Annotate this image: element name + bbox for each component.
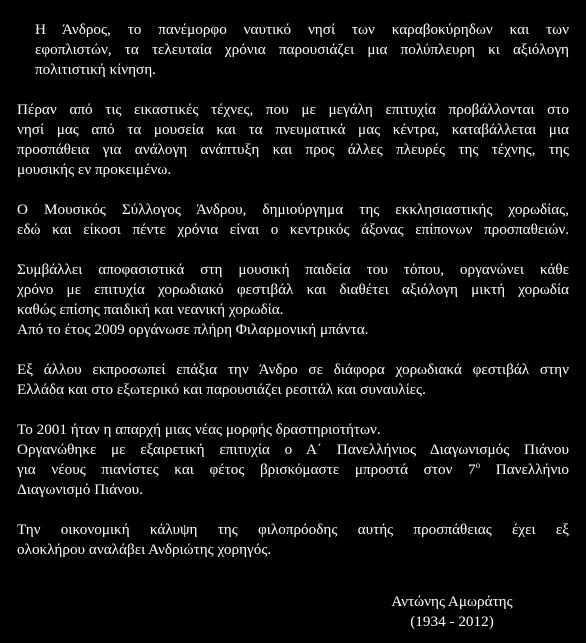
paragraph-arts bbox=[17, 100, 569, 180]
paragraph-festivals bbox=[17, 360, 569, 400]
text-fragment: για νέους πιανίστες και φέτος βρισκόμαστε μπροστά στον 7 bbox=[17, 461, 476, 478]
text-line: προσπάθεια για ανάλογη ανάπτυξη και προς άλλες πλευρές της τέχνης, της bbox=[17, 141, 569, 158]
text-line: Συμβάλλει αποφασιστικά στη μουσική παιδεία του τόπου, οργανώνει κάθε bbox=[17, 261, 569, 278]
text-line: νησί μας από τα μουσεία και τα πνευματικά μας κέντρα, καταβάλλεται μια bbox=[17, 121, 569, 138]
text-fragment: Πανελλήνιο bbox=[480, 461, 569, 478]
signature-name: Αντώνης Αμωράτης bbox=[391, 593, 513, 610]
paragraph-education bbox=[17, 260, 569, 340]
text-line: Το 2001 ήταν η απαρχή μιας νέας μορφής δραστηριοτήτων. bbox=[17, 421, 381, 438]
paragraph-sponsor bbox=[17, 520, 569, 560]
text-line: Ο Μουσικός Σύλλογος Άνδρου, δημιούργημα της εκκλησιαστικής χορωδίας, bbox=[17, 201, 569, 218]
ordinal-superscript: ο bbox=[475, 460, 481, 470]
text-line: Την οικονομική κάλυψη της φιλοπρόοδης αυτής προσπάθειας έχει εξ bbox=[17, 521, 569, 538]
paragraph-piano-competition bbox=[17, 420, 569, 500]
text-line: μουσικής εν προκειμένω. bbox=[17, 161, 172, 178]
text-line: Εξ άλλου εκπροσωπεί επάξια την Άνδρο σε διάφορα χορωδιακά φεστιβάλ στην bbox=[17, 361, 569, 378]
text-line: εδώ και είκοσι πέντε χρόνια είναι ο κεντρικός άξονας επίπονων προσπαθειών. bbox=[17, 221, 569, 238]
text-line: Η Άνδρος, το πανέμορφο ναυτικό νησί των καραβοκύρηδων και των bbox=[35, 21, 569, 38]
text-line bbox=[17, 460, 569, 480]
paragraph-music-society bbox=[17, 200, 569, 240]
text-line: Ελλάδα και στο εξωτερικό και παρουσιάζει ρεσιτάλ και συναυλίες. bbox=[17, 381, 426, 398]
text-line: ολοκλήρου αναλάβει Ανδριώτης χορηγός. bbox=[17, 541, 272, 558]
text-line: Από το έτος 2009 οργάνωσε πλήρη Φιλαρμονική μπάντα. bbox=[17, 321, 369, 338]
text-line: Πέραν από τις εικαστικές τέχνες, που με μεγάλη επιτυχία προβάλλονται στο bbox=[17, 101, 569, 118]
text-line: εφοπλιστών, τα τελευταία χρόνια παρουσιάζει μια πολύπλευρη κι αξιόλογη bbox=[35, 41, 569, 58]
paragraph-intro bbox=[17, 20, 569, 80]
text-line: Οργανώθηκε με εξαιρετική επιτυχία ο Α΄ Πανελλήνιος Διαγωνισμός Πιάνου bbox=[17, 441, 569, 458]
text-line: Διαγωνισμό Πιάνου. bbox=[17, 481, 143, 498]
text-line: χρόνο με επιτυχία χορωδιακό φεστιβάλ και διαθέτει αξιόλογη μικτή χορωδία bbox=[17, 281, 569, 298]
text-line: πολιτιστική κίνηση. bbox=[35, 61, 156, 78]
signature-block bbox=[372, 592, 532, 632]
text-line: καθώς επίσης παιδική και νεανική χορωδία. bbox=[17, 301, 284, 318]
signature-dates: (1934 - 2012) bbox=[410, 613, 494, 630]
